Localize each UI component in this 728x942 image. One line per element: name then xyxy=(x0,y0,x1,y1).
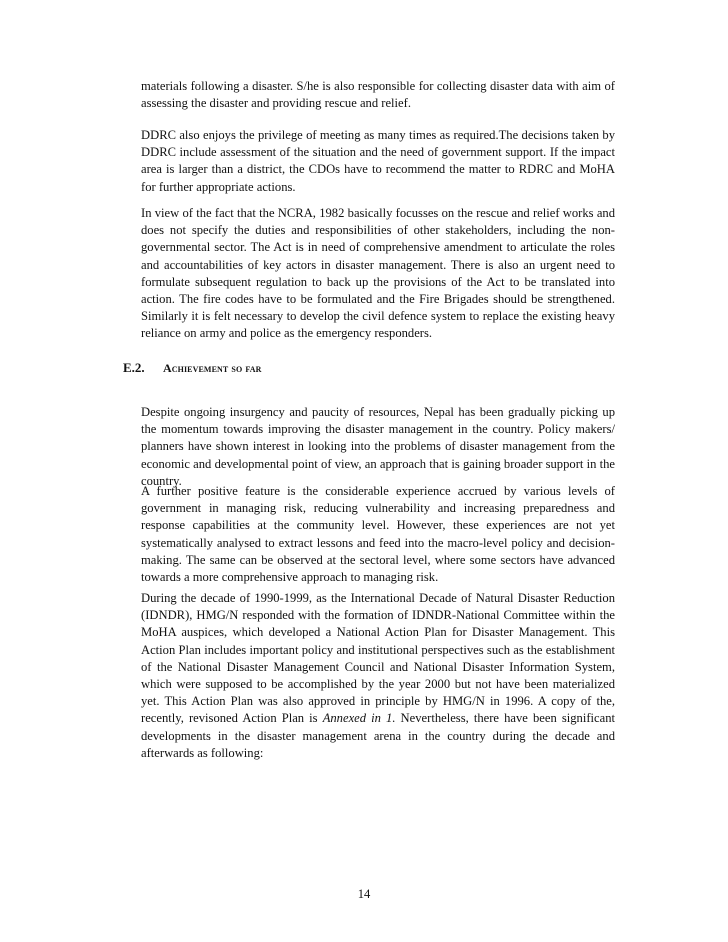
paragraph-positive-feature: A further positive feature is the considerable experience accrued by various levels of government in managing risk, reducing vulnerability and increasing preparedness and response capabilities at the community level. However, these experiences are not yet systematically analysed to extract lessons and feed into the macro-level policy and decision-making. The same can be observed at the sectoral level, where some sectors have advanced towards a more comprehensive approach to managing risk. xyxy=(141,484,615,585)
section-title: Achievement so far xyxy=(163,361,262,375)
section-number: E.2. xyxy=(123,360,145,375)
paragraph-idndr-decade xyxy=(141,590,615,762)
paragraph-ddrc-responsibilities: materials following a disaster. S/he is also responsible for collecting disaster data with aim of assessing the disaster and providing rescue and relief. xyxy=(141,79,615,111)
paragraph-ongoing-insurgency: Despite ongoing insurgency and paucity of resources, Nepal has been gradually picking up the momentum towards improving the disaster management in the country. Policy makers/ planners have shown interest in looking into the problems of disaster management from the economic and developmental point of view, an approach that is gaining broader support in the country. xyxy=(141,405,615,488)
paragraph-idndr-text-2: Nevertheless, there have been significant developments in the disaster management arena in the country during the decade and afterwards as following: xyxy=(141,711,615,760)
paragraph-idndr-text-1: During the decade of 1990-1999, as the International Decade of Natural Disaster Reduction (IDNDR), HMG/N responded with the formation of IDNDR-National Committee within the MoHA auspices, which developed a National Action Plan for Disaster Management. This Action Plan includes important policy and institutional perspectives such as the establishment of the National Disaster Management Council and National Disaster Information System, which were supposed to be accomplished by the year 2000 but not have been materialized yet. This Action Plan was also approved in principle by HMG/N in 1996. A copy of the, recently, revisoned Action Plan is xyxy=(141,591,615,726)
paragraph-ddrc-meetings: DDRC also enjoys the privilege of meeting as many times as required.The decisions taken by DDRC include assessment of the situation and the need of government support. If the impact area is larger than a district, the CDOs have to recommend the matter to RDRC and MoHA for further appropriate actions. xyxy=(141,128,615,194)
paragraph-ncra-act: In view of the fact that the NCRA, 1982 basically focusses on the rescue and relief works and does not specify the duties and responsibilities of other stakeholders, including the non-governmental sector. The Act is in need of comprehensive amendment to articulate the roles and accountabilities of key actors in disaster management. There is also an urgent need to formulate subsequent regulation to back up the provisions of the Act to be translated into action. The fire codes have to be formulated and the Fire Brigades should be strengthened. Similarly it is felt necessary to develop the civil defence system to replace the existing heavy reliance on army and police as the emergency responders. xyxy=(141,206,615,341)
annex-reference: Annexed in 1. xyxy=(322,711,396,726)
page-number: 14 xyxy=(357,887,371,901)
section-heading xyxy=(123,360,262,376)
